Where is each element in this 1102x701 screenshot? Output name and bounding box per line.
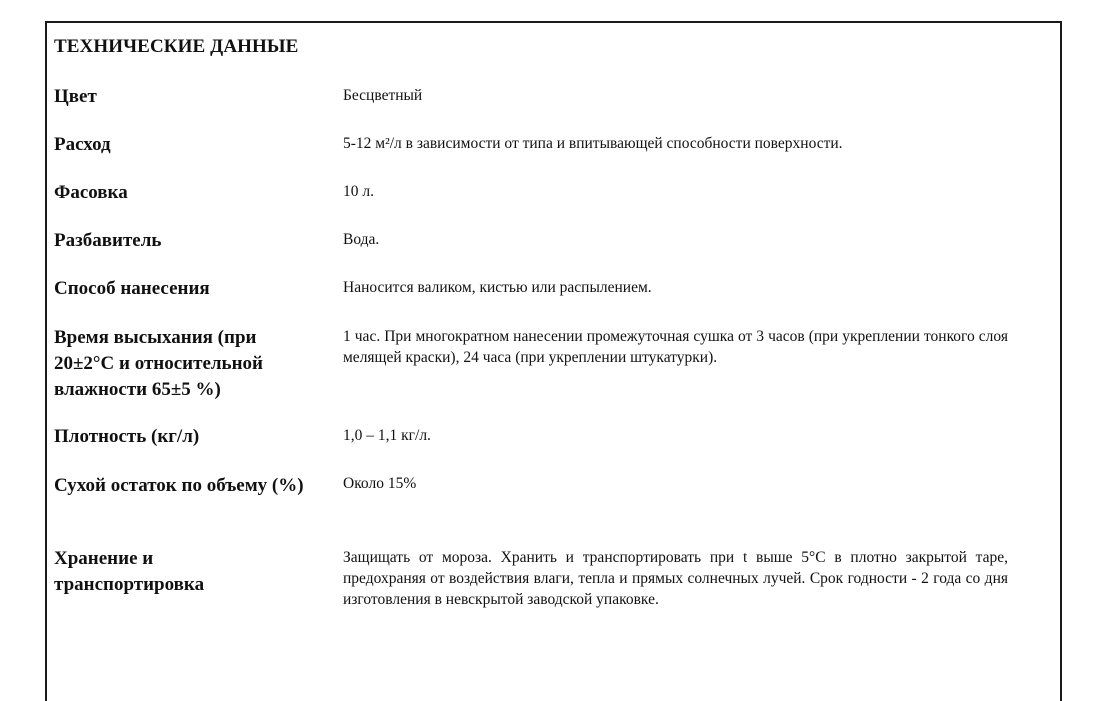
value-packaging: 10 л.: [343, 183, 374, 200]
value-consumption: 5-12 м²/л в зависимости от типа и впитывающей способности поверхности.: [343, 135, 843, 152]
value-color: Бесцветный: [343, 87, 423, 104]
label-color: Цвет: [54, 86, 97, 107]
value-storage: Защищать от мороза. Хранить и транспортировать при t выше 5°С в плотно закрытой таре, предохраняя от воздействия влаги, тепла и прямых солнечных лучей. Срок годности - 2 года со дня изготовления в невскрытой заводской упаковке.: [343, 549, 1008, 608]
label-application-method: Способ нанесения: [54, 278, 210, 299]
label-dry-residue: Сухой остаток по объему (%): [54, 475, 304, 496]
label-packaging: Фасовка: [54, 182, 128, 203]
label-density: Плотность (кг/л): [54, 426, 200, 447]
label-consumption: Расход: [54, 134, 111, 155]
label-storage: Хранение и транспортировка: [54, 548, 205, 595]
value-application-method: Наносится валиком, кистью или распылением.: [343, 279, 652, 296]
value-drying-time: 1 час. При многократном нанесении промежуточная сушка от 3 часов (при укреплении тонкого слоя мелящей краски), 24 часа (при укреплении штукатурки).: [343, 328, 1008, 366]
value-dry-residue: Около 15%: [343, 475, 417, 492]
label-thinner: Разбавитель: [54, 230, 162, 251]
value-thinner: Вода.: [343, 231, 380, 248]
value-density: 1,0 – 1,1 кг/л.: [343, 427, 431, 444]
section-title: ТЕХНИЧЕСКИЕ ДАННЫЕ: [54, 36, 299, 57]
label-drying-time: Время высыхания (при 20±2°С и относительной влажности 65±5 %): [54, 327, 263, 400]
